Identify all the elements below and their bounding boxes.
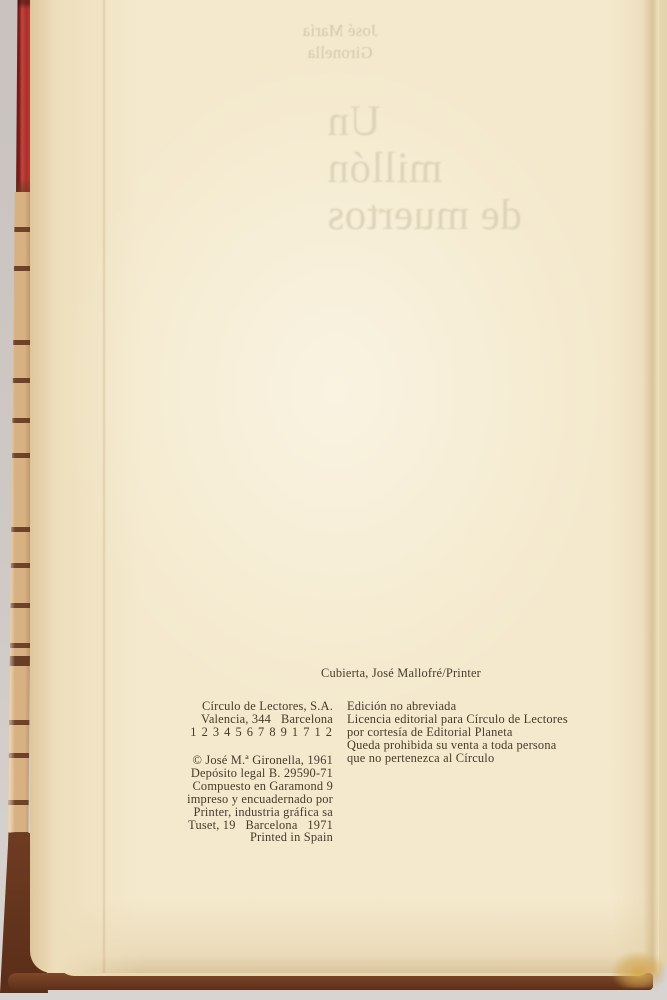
text-line: Compuesto en Garamond 9 xyxy=(192,778,333,793)
copyright-imprint-block xyxy=(140,754,333,844)
showthrough-title-line: Un xyxy=(327,98,381,145)
text-line: Licencia editorial para Círculo de Lectores xyxy=(347,711,568,726)
license-notice-block xyxy=(347,700,637,765)
text-line: Printer, industria gráfica sa xyxy=(193,804,333,819)
showthrough-title-line: de muertos xyxy=(327,192,522,239)
text-line: que no pertenezca al Círculo xyxy=(347,750,495,765)
gutter-crease xyxy=(102,0,106,973)
showthrough-title-line: millón xyxy=(327,145,443,192)
text-line: Printed in Spain xyxy=(249,830,333,845)
text-line: Edición no abreviada xyxy=(347,699,457,713)
text-line: Valencia, 344 Barcelona xyxy=(201,711,333,726)
printing-number-line: 1 2 3 4 5 6 7 8 9 1 7 1 2 xyxy=(190,724,333,739)
text-line: Círculo de Lectores, S.A. xyxy=(202,699,333,713)
cover-credit-line: Cubierta, José Mallofré/Printer xyxy=(321,666,482,680)
showthrough-author-line: Gironella xyxy=(307,43,373,62)
showthrough-author-name xyxy=(278,20,402,64)
publisher-address-block xyxy=(140,700,333,739)
text-line: por cortesía de Editorial Planeta xyxy=(347,724,513,739)
book-page xyxy=(30,0,667,973)
worn-page-corner-stain xyxy=(612,952,666,988)
text-line: Depósito legal B. 29590-71 xyxy=(190,765,333,780)
copyright-line: © José M.ª Gironella, 1961 xyxy=(192,753,333,767)
text-line: impreso y encuadernado por xyxy=(187,791,333,806)
text-line: Queda prohibida su venta a toda persona xyxy=(347,737,557,752)
fore-edge-crease xyxy=(643,0,659,973)
showthrough-book-title xyxy=(327,98,522,239)
showthrough-author-line: José María xyxy=(302,21,378,40)
text-line: Tuset, 19 Barcelona 1971 xyxy=(188,817,333,832)
